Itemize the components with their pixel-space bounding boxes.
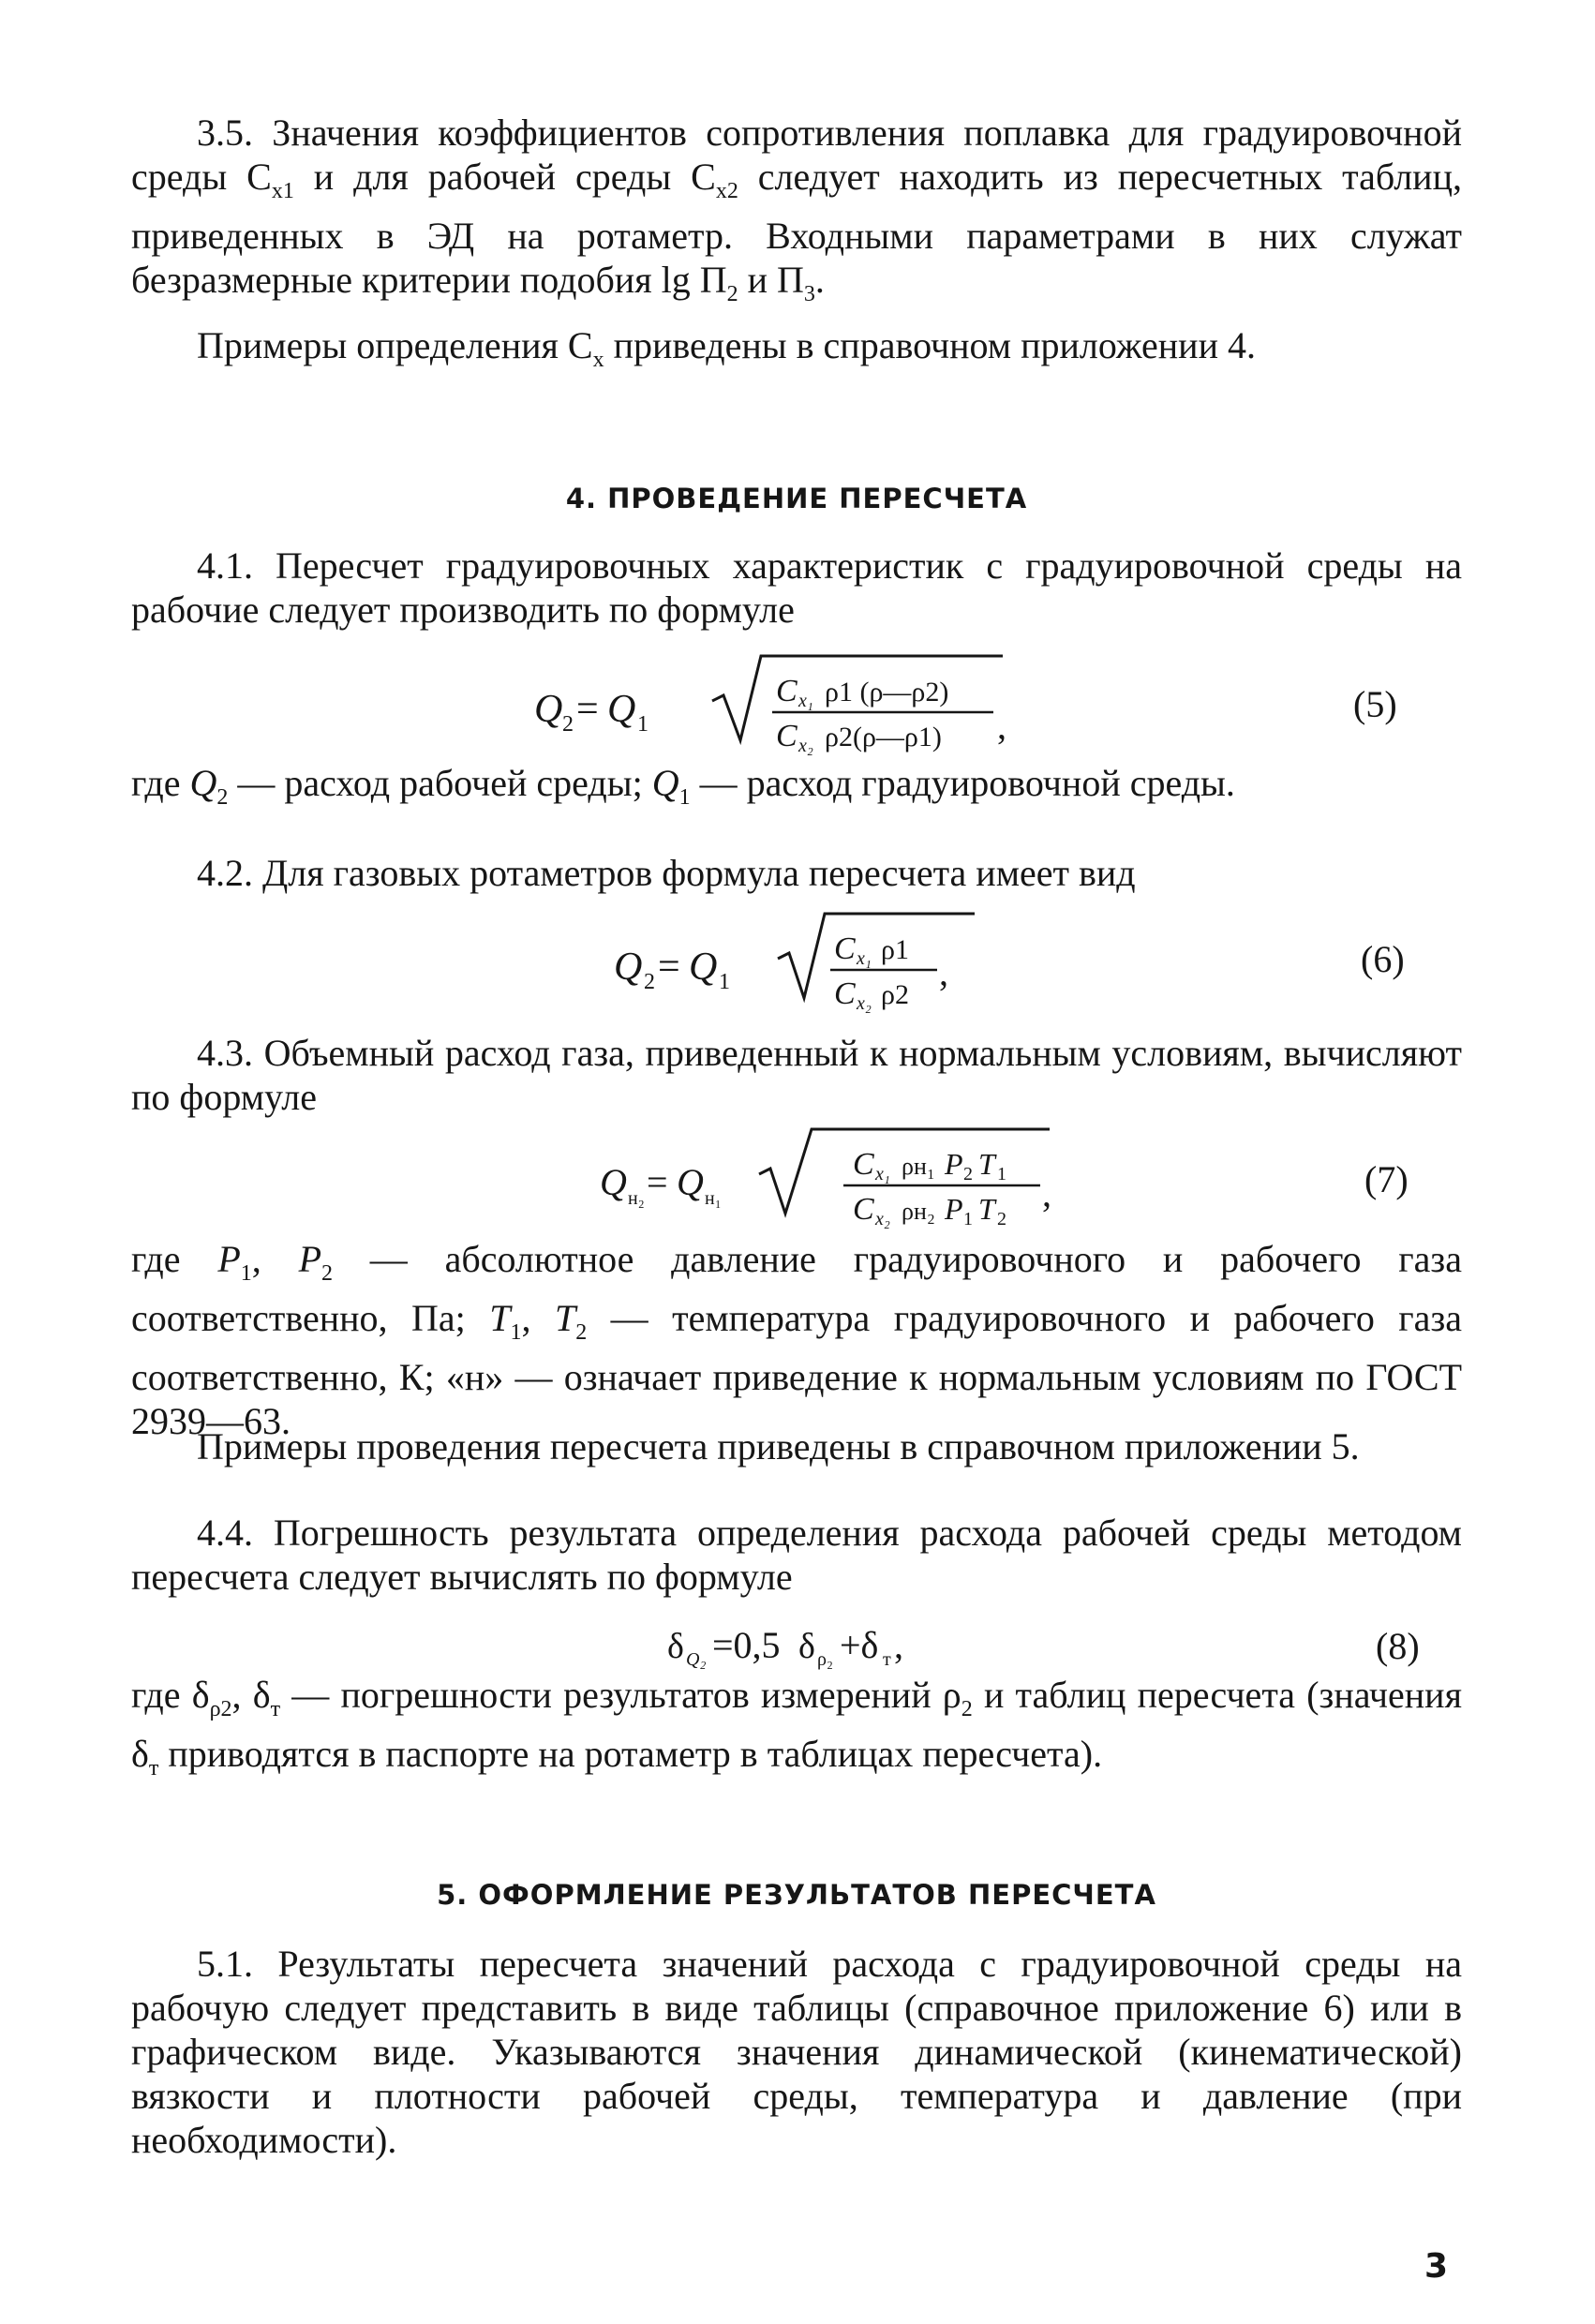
text-run: следует находить из пересчетных таблиц, приведенных в ЭД на ротаметр. Входными параметрами в них служат безразмерные критерии подобия lg П	[131, 156, 1462, 301]
svg-text:ρ1: ρ1	[881, 934, 909, 965]
subscript: x1	[271, 179, 294, 203]
svg-text:,: ,	[997, 705, 1006, 747]
svg-text:Q: Q	[689, 946, 718, 989]
svg-text:н₁: н₁	[705, 1188, 722, 1209]
svg-text:1: 1	[719, 970, 730, 994]
svg-text:2: 2	[963, 1164, 973, 1184]
text-run: и для рабочей среды C	[293, 156, 716, 198]
svg-text:1: 1	[997, 1164, 1006, 1184]
svg-text:=0,5: =0,5	[712, 1624, 781, 1666]
text-run: ,	[521, 1297, 555, 1339]
paragraph-4-3: 4.3. Объемный расход газа, приведенный к нормальным условиям, вычисляют по формуле	[131, 1032, 1462, 1118]
paragraph-4-2: 4.2. Для газовых ротаметров формула пересчета имеет вид	[197, 852, 1136, 894]
svg-text:1: 1	[963, 1209, 973, 1229]
subscript: т	[148, 1756, 159, 1780]
svg-text:C: C	[834, 976, 856, 1011]
symbol: Q	[189, 762, 217, 804]
symbol: Q	[651, 762, 679, 804]
svg-text:x₂: x₂	[857, 993, 872, 1014]
svg-text:=: =	[647, 1161, 668, 1203]
text-run: ,	[251, 1238, 299, 1280]
svg-text:,: ,	[939, 951, 948, 993]
text-run: 3.5. Значения коэффициентов сопротивления поплавка для градуировочной среды C	[131, 112, 1462, 198]
paragraph-4-1: 4.1. Пересчет градуировочных характеристик с градуировочной среды на рабочие следует производить по формуле	[131, 544, 1462, 631]
svg-text:x₁: x₁	[857, 948, 872, 969]
formula-7	[0, 1120, 1595, 1242]
svg-text:+δ: +δ	[840, 1624, 879, 1666]
paragraph-3-5	[131, 111, 1462, 317]
svg-text:1: 1	[637, 712, 648, 737]
formula-7-graphic	[0, 1120, 1595, 1242]
symbol: P	[298, 1238, 321, 1280]
svg-text:ρ2: ρ2	[881, 979, 909, 1010]
section-heading-5: 5. ОФОРМЛЕНИЕ РЕЗУЛЬТАТОВ ПЕРЕСЧЕТА	[437, 1879, 1156, 1911]
svg-text:2: 2	[644, 970, 655, 994]
text-run: , δ	[231, 1674, 271, 1716]
symbol: T	[489, 1297, 511, 1339]
formula-7-number: (7)	[1364, 1158, 1409, 1200]
svg-text:Q: Q	[614, 946, 643, 989]
svg-text:ρн₁: ρн₁	[902, 1153, 935, 1180]
text-run: — температура градуировочного и рабочего газа соответственно, К; «н» — означает приведение к нормальным условиям по ГОСТ 2939—63.	[131, 1297, 1462, 1442]
subscript: x2	[715, 179, 738, 203]
svg-text:ρ₂: ρ₂	[817, 1649, 833, 1670]
svg-text:P: P	[945, 1192, 963, 1226]
svg-text:δ: δ	[798, 1627, 815, 1666]
text-run: где δ	[131, 1674, 210, 1716]
svg-text:C: C	[776, 674, 798, 708]
formula-8-number: (8)	[1376, 1625, 1420, 1667]
formula-5	[0, 647, 1595, 768]
subscript: 2	[216, 785, 229, 810]
svg-text:C: C	[853, 1147, 874, 1182]
svg-text:C: C	[776, 719, 798, 753]
subscript: 1	[510, 1320, 522, 1345]
svg-text:x₁: x₁	[875, 1164, 890, 1184]
svg-text:C: C	[834, 931, 856, 966]
subscript: 3	[803, 282, 815, 306]
text-run: и таблиц пересчета (значения δ	[131, 1674, 1462, 1775]
subscript: т	[270, 1697, 281, 1721]
subscript: 2	[321, 1261, 333, 1286]
svg-text:x₂: x₂	[798, 736, 813, 756]
svg-text:δ: δ	[667, 1627, 684, 1666]
subscript: 1	[678, 785, 691, 810]
svg-text:T: T	[978, 1192, 995, 1226]
svg-text:Q: Q	[677, 1161, 704, 1203]
svg-text:Q₂: Q₂	[686, 1649, 707, 1670]
text-run: — погрешности результатов измерений ρ	[280, 1674, 961, 1716]
formula-6-graphic	[0, 904, 1595, 1026]
text-run: Примеры определения C	[197, 324, 593, 366]
section-heading-4: 4. ПРОВЕДЕНИЕ ПЕРЕСЧЕТА	[565, 483, 1028, 514]
text-run: — расход рабочей среды;	[228, 762, 652, 804]
page-number: 3	[1424, 2247, 1449, 2286]
svg-text:,: ,	[1042, 1172, 1051, 1214]
svg-text:2: 2	[562, 712, 574, 737]
svg-text:T: T	[978, 1147, 995, 1181]
paragraph-where-5	[131, 761, 1462, 820]
text-run: — расход градуировочной среды.	[690, 762, 1235, 804]
text-run: и П	[738, 259, 804, 301]
svg-text:=: =	[658, 946, 680, 989]
formula-5-number: (5)	[1353, 683, 1397, 725]
svg-text:P: P	[945, 1147, 963, 1181]
svg-text:ρ2(ρ—ρ1): ρ2(ρ—ρ1)	[825, 722, 942, 752]
symbol: P	[217, 1238, 241, 1280]
formula-6	[0, 904, 1595, 1026]
symbol: T	[554, 1297, 576, 1339]
text-run: где	[131, 1238, 218, 1280]
subscript: 1	[240, 1261, 252, 1286]
subscript: 2	[726, 282, 738, 306]
subscript: x	[592, 348, 604, 372]
text-run: приводятся в паспорте на ротаметр в таблицах пересчета).	[158, 1733, 1103, 1775]
text-run: где	[131, 762, 190, 804]
svg-text:2: 2	[997, 1209, 1006, 1229]
svg-text:=: =	[576, 688, 599, 731]
subscript: 2	[961, 1697, 973, 1721]
paragraph-4-4: 4.4. Погрешность результата определения расхода рабочей среды методом пересчета следует вычислять по формуле	[131, 1512, 1462, 1598]
svg-text:ρн₂: ρн₂	[902, 1198, 935, 1225]
subscript: ρ2	[209, 1697, 232, 1721]
svg-text:x₂: x₂	[875, 1209, 890, 1229]
svg-text:ρ1 (ρ—ρ2): ρ1 (ρ—ρ2)	[825, 677, 949, 708]
paragraph-examples-cx	[131, 323, 1462, 382]
text-run: .	[814, 259, 825, 301]
svg-text:Q: Q	[607, 688, 636, 731]
text-run: приведены в справочном приложении 4.	[604, 324, 1256, 366]
svg-text:н₂: н₂	[628, 1188, 645, 1209]
paragraph-examples-5: Примеры проведения пересчета приведены в справочном приложении 5.	[197, 1425, 1360, 1467]
paragraph-where-8	[131, 1673, 1462, 1791]
svg-text:Q: Q	[600, 1161, 627, 1203]
svg-text:,: ,	[894, 1624, 903, 1666]
formula-6-number: (6)	[1361, 938, 1405, 980]
svg-text:C: C	[853, 1192, 874, 1227]
svg-text:т: т	[883, 1649, 891, 1670]
text-run: — абсолютное давление градуировочного и рабочего газа соответственно, Па;	[131, 1238, 1462, 1339]
paragraph-5-1: 5.1. Результаты пересчета значений расхода с градуировочной среды на рабочую следует представить в виде таблицы (справочное приложение 6) или в графическом виде. Указываются значения динамической (кинематической) вязкости и плотности рабочей среды, температура и давление (при необходимости).	[131, 1943, 1462, 2161]
paragraph-where-7	[131, 1237, 1462, 1443]
subscript: 2	[575, 1320, 588, 1345]
svg-text:Q: Q	[534, 688, 563, 731]
svg-text:x₁: x₁	[798, 691, 813, 711]
